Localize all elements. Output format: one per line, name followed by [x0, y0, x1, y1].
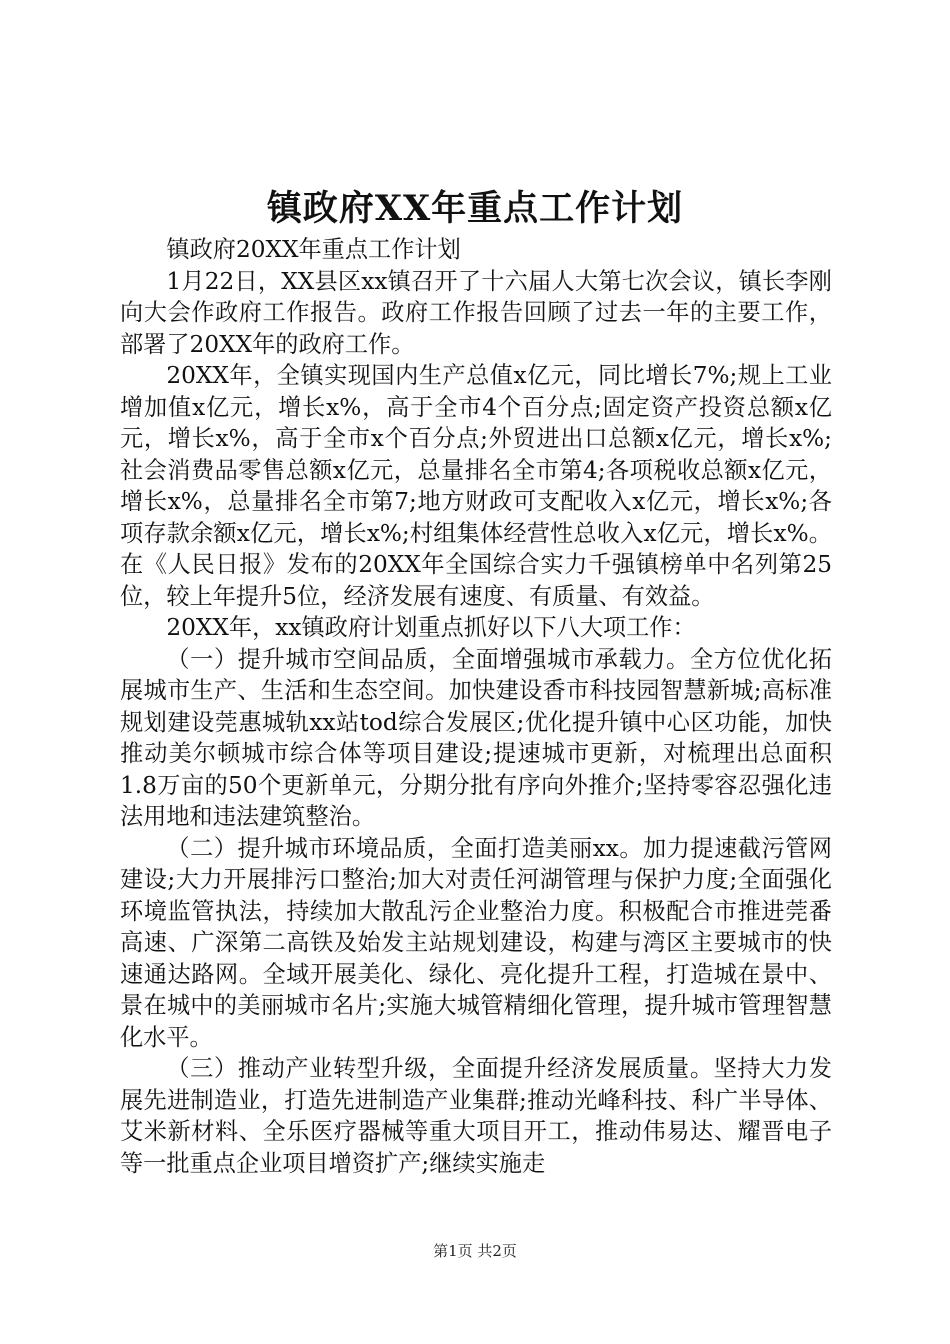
body-paragraph: 20XX年，xx镇政府计划重点抓好以下八大项工作：	[166, 614, 696, 641]
page-footer: 第1页 共2页	[433, 1242, 517, 1260]
body-paragraph: （一）提升城市空间品质，全面增强城市承载力。全方位优化拓展城市生产、生活和生态空间。加快建设香市科技园智慧新城;高标准规划建设莞惠城轨xx站tod综合发展区;优化提升镇中心区功能，加快推动美尔顿城市综合体等项目建设;提速城市更新，对梳理出总面积1.8万亩的50个更新单元，分期分批有序向外推介;坚持零容忍强化违法用地和违法建筑整治。	[120, 645, 832, 830]
body-paragraph: 镇政府20XX年重点工作计划	[166, 236, 461, 263]
body-paragraph: 1月22日，XX县区xx镇召开了十六届人大第七次会议，镇长李刚向大会作政府工作报告。政府工作报告回顾了过去一年的主要工作，部署了20XX年的政府工作。	[120, 267, 832, 358]
body-paragraph: 20XX年，全镇实现国内生产总值x亿元，同比增长7%;规上工业增加值x亿元，增长x%，高于全市4个百分点;固定资产投资总额x亿元，增长x%，高于全市x个百分点;外贸进出口总额x亿元，增长x%;社会消费品零售总额x亿元，总量排名全市第4;各项税收总额x亿元，增长x%，总量排名全市第7;地方财政可支配收入x亿元，增长x%;各项存款余额x亿元，增长x%;村组集体经营性总收入x亿元，增长x%。在《人民日报》发布的20XX年全国综合实力千强镇榜单中名列第25位，较上年提升5位，经济发展有速度、有质量、有效益。	[120, 362, 832, 610]
document-title: 镇政府XX年重点工作计划	[266, 188, 684, 229]
body-paragraph: （二）提升城市环境品质，全面打造美丽xx。加力提速截污管网建设;大力开展排污口整治;加大对责任河湖管理与保护力度;全面强化环境监管执法，持续加大散乱污企业整治力度。积极配合市推进莞番高速、广深第二高铁及始发主站规划建设，构建与湾区主要城市的快速通达路网。全域开展美化、绿化、亮化提升工程，打造城在景中、景在城中的美丽城市名片;实施大城管精细化管理，提升城市管理智慧化水平。	[120, 834, 832, 1051]
document-body	[120, 234, 832, 1179]
body-paragraph: （三）推动产业转型升级，全面提升经济发展质量。坚持大力发展先进制造业，打造先进制造产业集群;推动光峰科技、科广半导体、艾米新材料、全乐医疗器械等重大项目开工，推动伟易达、耀晋电子等一批重点企业项目增资扩产;继续实施走	[120, 1055, 832, 1177]
